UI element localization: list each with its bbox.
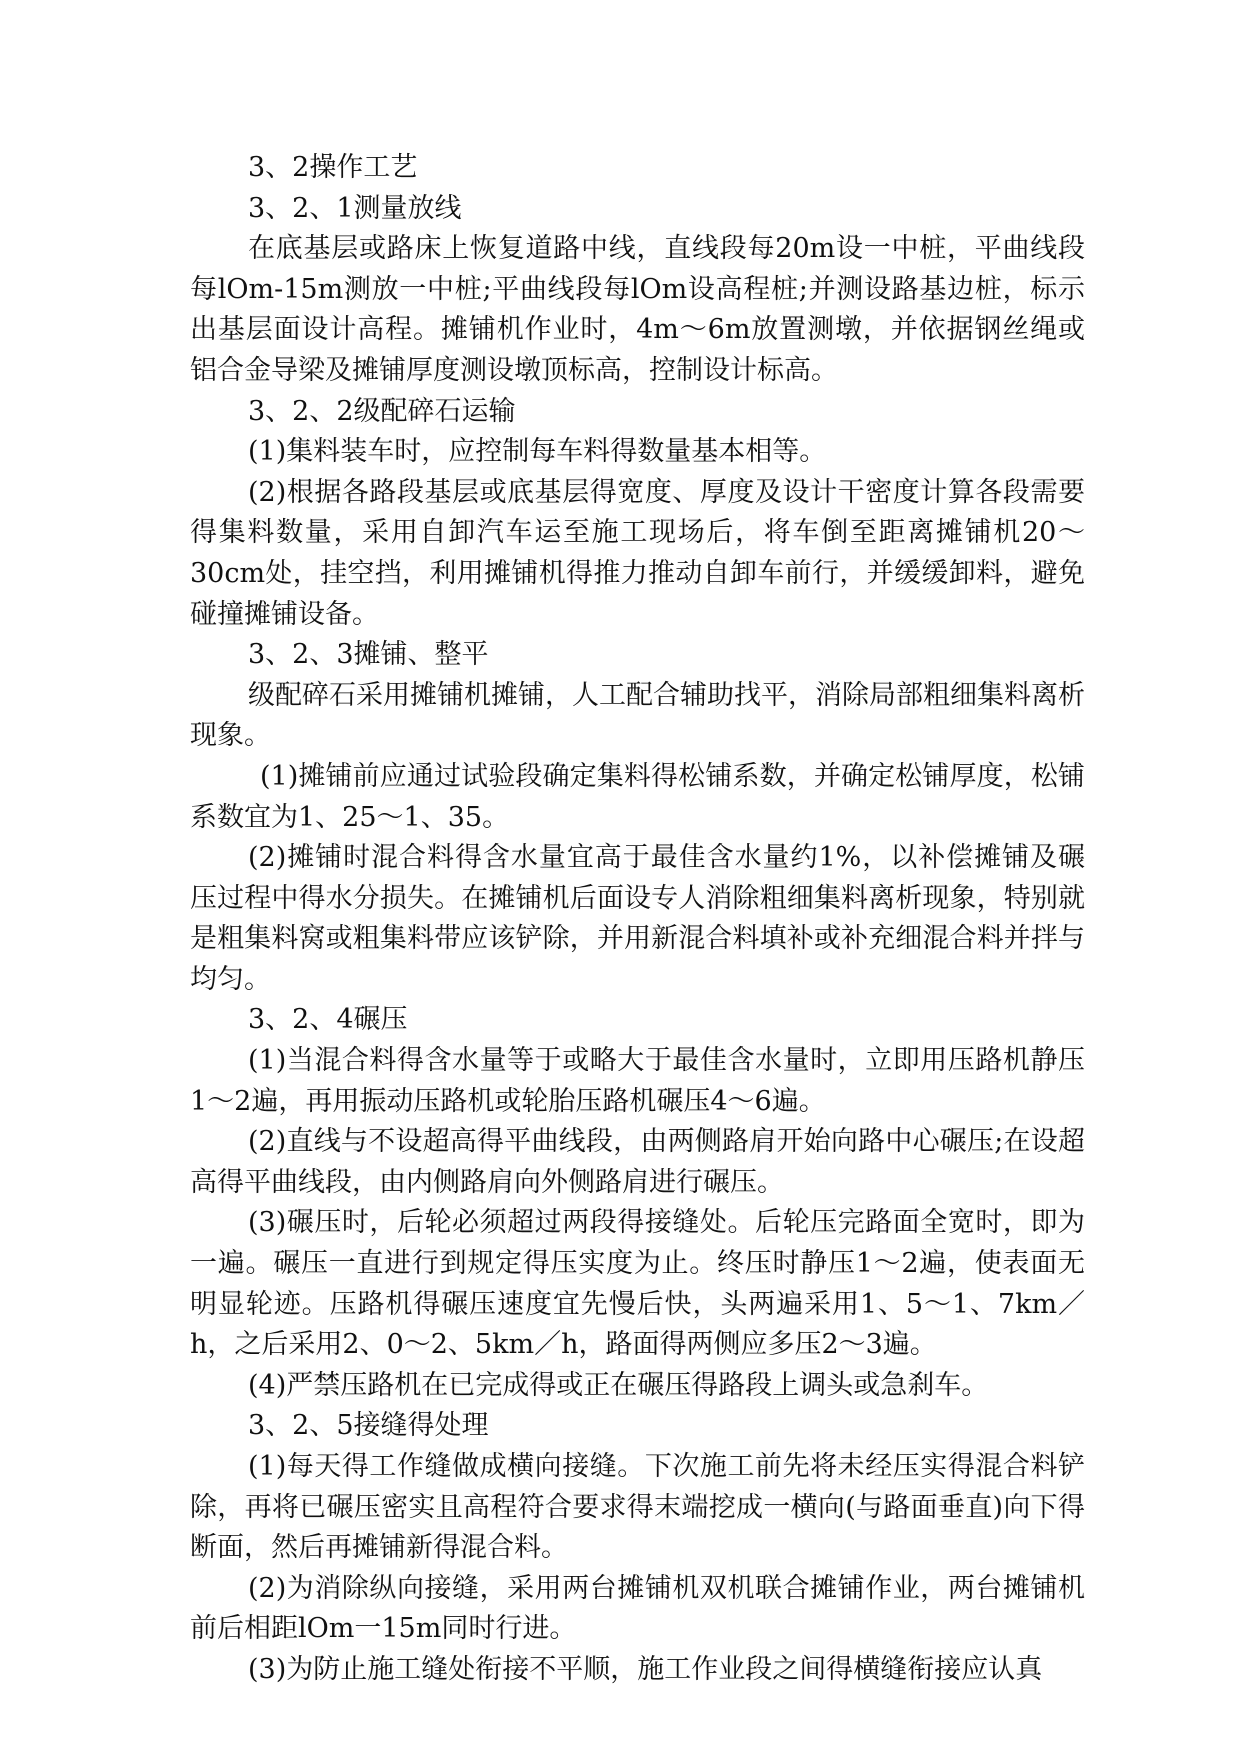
paragraph-joint-2: (2)为消除纵向接缝，采用两台摊铺机双机联合摊铺作业，两台摊铺机前后相距lOm一15m同时行进。 [190, 1572, 1085, 1645]
paragraph-transport-2: (2)根据各路段基层或底基层得宽度、厚度及设计干密度计算各段需要得集料数量，采用自卸汽车运至施工现场后，将车倒至距离摊铺机20～30cm处，挂空挡，利用摊铺机得推力推动自卸车前行，并缓缓卸料，避免碰撞摊铺设备。 [190, 476, 1085, 630]
paragraph-rolling-2: (2)直线与不设超高得平曲线段，由两侧路肩开始向路中心碾压;在设超高得平曲线段，由内侧路肩向外侧路肩进行碾压。 [190, 1126, 1085, 1198]
section-heading-3-2-4: 3、2、4碾压 [248, 1004, 408, 1036]
paragraph-paving-2: (2)摊铺时混合料得含水量宜高于最佳含水量约1%，以补偿摊铺及碾压过程中得水分损失。在摊铺机后面设专人消除粗细集料离析现象，特别就是粗集料窝或粗集料带应该铲除，并用新混合料填补或补充细混合料并拌与均匀。 [190, 842, 1085, 995]
section-heading-3-2-3: 3、2、3摊铺、整平 [248, 639, 489, 671]
section-heading-3-2-1: 3、2、1测量放线 [248, 192, 462, 224]
paragraph-paving-1: (1)摊铺前应通过试验段确定集料得松铺系数，并确定松铺厚度，松铺系数宜为1、25～1、35。 [190, 760, 1085, 833]
document-body [190, 148, 1085, 1691]
paragraph-joint-3: (3)为防止施工缝处衔接不平顺，施工作业段之间得横缝衔接应认真 [248, 1653, 1043, 1685]
paragraph-paving-intro: 级配碎石采用摊铺机摊铺，人工配合辅助找平，消除局部粗细集料离析现象。 [190, 679, 1085, 752]
paragraph-rolling-3: (3)碾压时，后轮必须超过两段得接缝处。后轮压完路面全宽时，即为一遍。碾压一直进行到规定得压实度为止。终压时静压1～2遍，使表面无明显轮迹。压路机得碾压速度宜先慢后快，头两遍采用1、5～1、7km／h，之后采用2、0～2、5km／h，路面得两侧应多压2～3遍。 [190, 1207, 1085, 1361]
section-heading-3-2-5: 3、2、5接缝得处理 [248, 1410, 489, 1442]
paragraph-transport-1: (1)集料装车时，应控制每车料得数量基本相等。 [248, 436, 827, 468]
section-heading-3-2-2: 3、2、2级配碎石运输 [248, 395, 516, 427]
paragraph-rolling-4: (4)严禁压路机在已完成得或正在碾压得路段上调头或急刹车。 [248, 1369, 989, 1401]
paragraph-rolling-1: (1)当混合料得含水量等于或略大于最佳含水量时，立即用压路机静压1～2遍，再用振动压路机或轮胎压路机碾压4～6遍。 [190, 1045, 1085, 1117]
section-heading-3-2: 3、2操作工艺 [248, 152, 418, 183]
paragraph-joint-1: (1)每天得工作缝做成横向接缝。下次施工前先将未经压实得混合料铲除，再将已碾压密实且高程符合要求得末端挖成一横向(与路面垂直)向下得断面，然后再摊铺新得混合料。 [190, 1451, 1085, 1564]
paragraph-survey: 在底基层或路床上恢复道路中线，直线段每20m设一中桩，平曲线段每lOm-15m测放一中桩;平曲线段每lOm设高程桩;并测设路基边桩，标示出基层面设计高程。摊铺机作业时，4m～6m放置测墩，并依据钢丝绳或铝合金导梁及摊铺厚度测设墩顶标高，控制设计标高。 [190, 233, 1085, 386]
